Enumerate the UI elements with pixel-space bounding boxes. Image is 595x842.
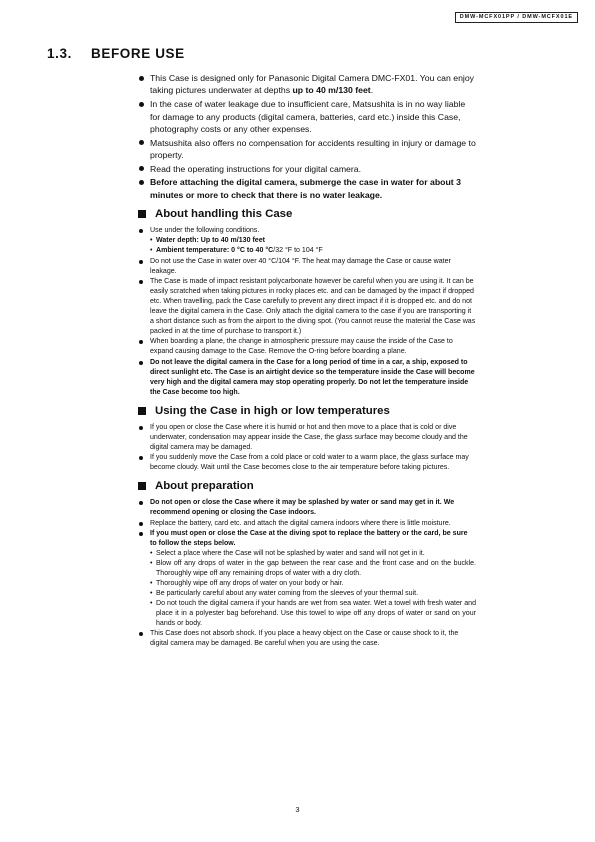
handling-list: [138, 226, 476, 398]
square-bullet-icon: [138, 210, 146, 218]
list-item: If you open or close the Case where it is humid or hot and then move to a place that is cold or dive underwater, condensation may appear inside the Case, the glass surface may become cloudy and the digital camera may be damaged.: [138, 423, 476, 453]
intro-list: [138, 72, 476, 201]
conditions-sublist: [150, 236, 476, 256]
intro-item-warning: Before attaching the digital camera, submerge the case in water for about 3 minutes or more to check that there is no water leakage.: [138, 176, 476, 201]
list-item: Replace the battery, card etc. and attach the digital camera indoors where there is little moisture.: [138, 519, 476, 529]
intro-item: Matsushita also offers no compensation for accidents resulting in injury or damage to property.: [138, 137, 476, 162]
condition-water-depth: • Water depth: Up to 40 m/130 feet: [150, 236, 476, 246]
page-number: 3: [295, 805, 300, 814]
step-item: • Do not touch the digital camera if your hands are wet from sea water. Wet a towel with fresh water and place it in a polyester bag beforehand. Use this towel to wipe off any drops of water or sand on your hands or body.: [150, 599, 476, 629]
step-item: • Select a place where the Case will not be splashed by water and sand will not get in it.: [150, 549, 476, 559]
list-item-warning: Do not leave the digital camera in the Case for a long period of time in a car, a ship, exposed to direct sunlight etc. The Case is an airtight device so the temperature inside the Case will become very high and the digital camera may stop operating properly. Do not let the temperature inside the Case become too high.: [138, 358, 476, 398]
square-bullet-icon: [138, 482, 146, 490]
preparation-list: [138, 498, 476, 649]
step-item: • Be particularly careful about any water coming from the sleeves of your thermal suit.: [150, 589, 476, 599]
model-header-tag: DMW-MCFX01PP / DMW-MCFX01E: [455, 12, 578, 23]
page-content: [138, 72, 476, 650]
intro-item: Read the operating instructions for your digital camera.: [138, 163, 476, 175]
list-item: Do not use the Case in water over 40 °C/104 °F. The heat may damage the Case or cause water leakage.: [138, 257, 476, 277]
subsection-heading-preparation: About preparation: [138, 479, 476, 493]
list-item: If you must open or close the Case at the diving spot to replace the battery or the card, be sure to follow the steps below. • Select a place where the Case will not be splashed by water and sand will not get in it. • Blow off any drops of water in the gap between the rear case and the front case and on the buckle. Thoroughly wipe off any remaining drops of water with a dry cloth. • Thoroughly wipe off any drops of water on your body or hair. • Be particularly careful about any water coming from the sleeves of your thermal suit. • Do not touch the digital camera if your hands are wet from sea water. Wet a towel with fresh water and place it in a polyester bag beforehand. Use this towel to wipe off any drops of water or sand on your hands or body.: [138, 529, 476, 629]
list-item: When boarding a plane, the change in atmospheric pressure may cause the inside of the Case to expand causing damage to the Case. Remove the O-ring before boarding a plane.: [138, 337, 476, 357]
intro-item: This Case is designed only for Panasonic Digital Camera DMC-FX01. You can enjoy taking pictures underwater at depths up to 40 m/130 feet.: [138, 72, 476, 97]
step-item: • Blow off any drops of water in the gap between the rear case and the front case and on the buckle. Thoroughly wipe off any remaining drops of water with a dry cloth.: [150, 559, 476, 579]
section-title: BEFORE USE: [91, 46, 185, 61]
section-heading: [47, 46, 185, 61]
list-item: Use under the following conditions. • Water depth: Up to 40 m/130 feet • Ambient temperature: 0 °C to 40 °C/32 °F to 104 °F: [138, 226, 476, 256]
subsection-heading-temperatures: Using the Case in high or low temperatures: [138, 404, 476, 418]
section-number: 1.3.: [47, 46, 72, 61]
steps-sublist: [150, 549, 476, 629]
temperatures-list: [138, 423, 476, 473]
list-item: This Case does not absorb shock. If you place a heavy object on the Case or cause shock to it, the digital camera may be damaged. Be careful when you are using the case.: [138, 629, 476, 649]
list-item: If you suddenly move the Case from a cold place or cold water to a warm place, the glass surface may become cloudy. Wait until the Case becomes close to the air temperature before taking pictures.: [138, 453, 476, 473]
subsection-heading-handling: About handling this Case: [138, 207, 476, 221]
list-item-warning: Do not open or close the Case where it may be splashed by water or sand may get in it. We recommend opening or closing the Case indoors.: [138, 498, 476, 518]
list-item: The Case is made of impact resistant polycarbonate however be careful when you are using it. It can be easily scratched when taking pictures in rocky places etc. and can be damaged by the impact if dropped etc. When travelling, pack the Case carefully to prevent any direct impact if it is dropped etc. and do not leave the digital camera in the Case. Only attach the digital camera to the case if you are transporting it a short distance such as from the airport to the diving spot. (You cannot reuse the material the Case was packed in at the time of purchase to transport it.): [138, 277, 476, 337]
intro-item: In the case of water leakage due to insufficient care, Matsushita is in no way liable for damage to any products (digital camera, batteries, card etc.) inside this Case, photography costs or any other expenses.: [138, 98, 476, 135]
square-bullet-icon: [138, 407, 146, 415]
step-item: • Thoroughly wipe off any drops of water on your body or hair.: [150, 579, 476, 589]
condition-ambient-temperature: • Ambient temperature: 0 °C to 40 °C/32 °F to 104 °F: [150, 246, 476, 256]
